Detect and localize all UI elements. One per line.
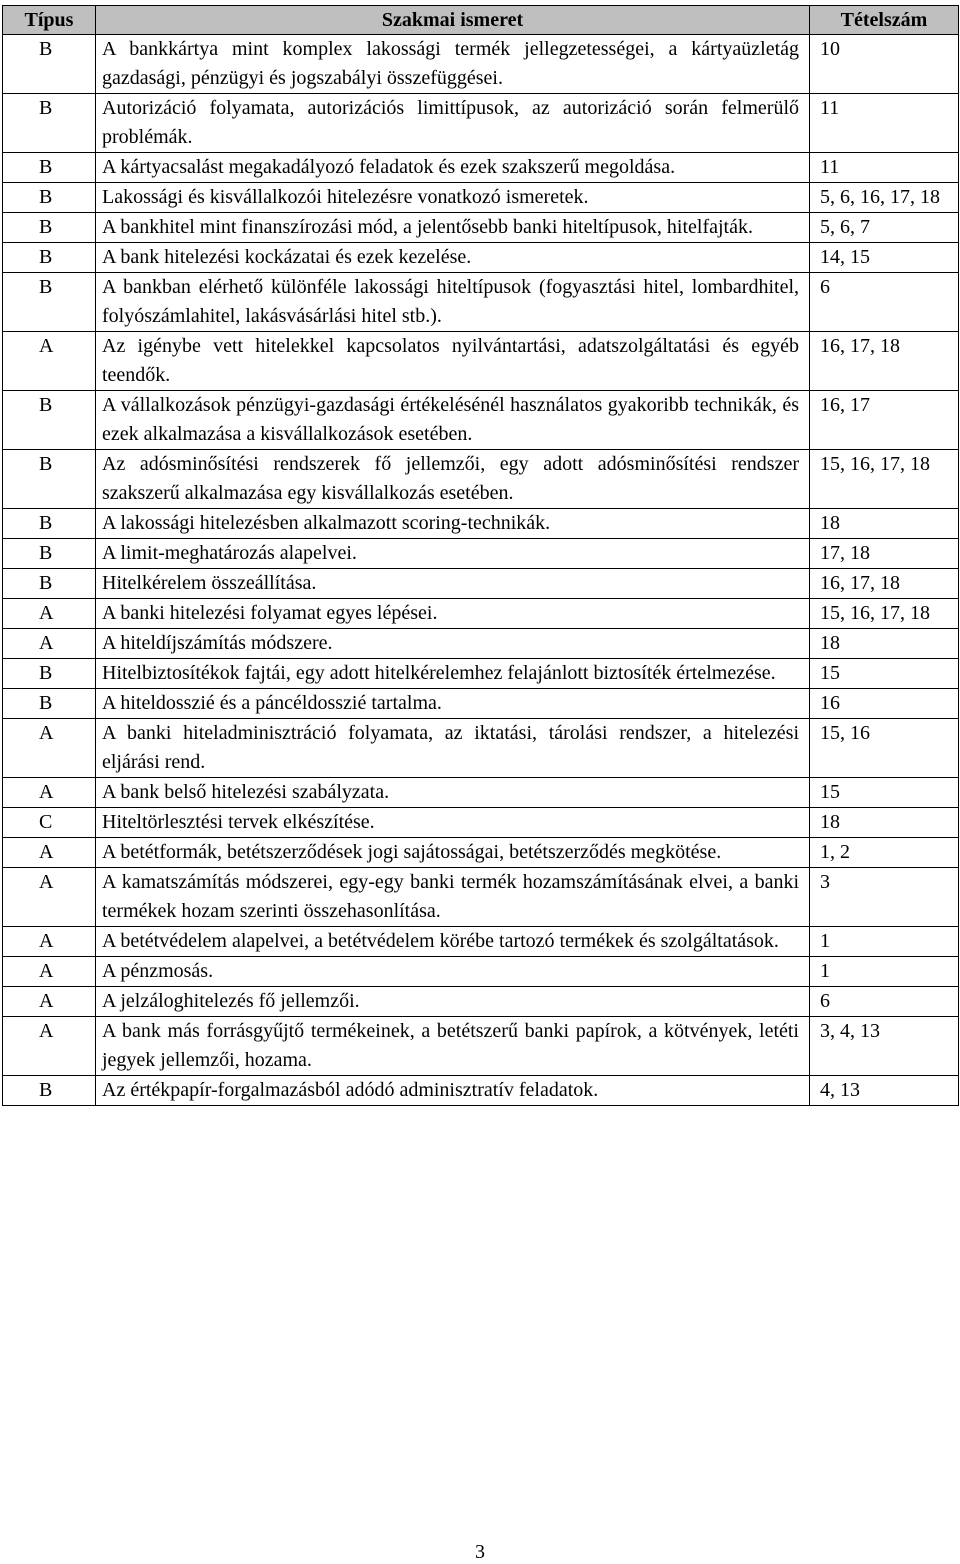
topic-cell: A bank belső hitelezési szabályzata. <box>96 778 810 808</box>
item-number-cell: 16 <box>810 689 959 719</box>
topic-cell: A bank hitelezési kockázatai és ezek kezelése. <box>96 243 810 273</box>
topic-cell: A banki hitelezési folyamat egyes lépései. <box>96 599 810 629</box>
topic-cell: A jelzáloghitelezés fő jellemzői. <box>96 987 810 1017</box>
table-row <box>3 838 959 868</box>
item-number-cell: 14, 15 <box>810 243 959 273</box>
topic-cell: Lakossági és kisvállalkozói hitelezésre vonatkozó ismeretek. <box>96 183 810 213</box>
table-row <box>3 1076 959 1106</box>
table-row <box>3 629 959 659</box>
topic-cell: A hiteldíjszámítás módszere. <box>96 629 810 659</box>
header-row <box>3 6 959 35</box>
item-number-cell: 1 <box>810 927 959 957</box>
type-cell: B <box>3 153 96 183</box>
table-row <box>3 183 959 213</box>
type-cell: A <box>3 957 96 987</box>
topic-cell: A bankhitel mint finanszírozási mód, a jelentősebb banki hiteltípusok, hitelfajták. <box>96 213 810 243</box>
item-number-cell: 17, 18 <box>810 539 959 569</box>
item-number-cell: 5, 6, 16, 17, 18 <box>810 183 959 213</box>
type-cell: B <box>3 569 96 599</box>
topic-cell: A banki hiteladminisztráció folyamata, az iktatási, tárolási rendszer, a hitelezési eljárási rend. <box>96 719 810 778</box>
item-number-cell: 6 <box>810 987 959 1017</box>
type-cell: C <box>3 808 96 838</box>
topic-cell: Autorizáció folyamata, autorizációs limittípusok, az autorizáció során felmerülő problémák. <box>96 94 810 153</box>
topic-cell: Hitelkérelem összeállítása. <box>96 569 810 599</box>
type-cell: B <box>3 450 96 509</box>
table-header <box>3 6 959 35</box>
table-row <box>3 243 959 273</box>
topic-cell: A lakossági hitelezésben alkalmazott scoring-technikák. <box>96 509 810 539</box>
type-cell: B <box>3 273 96 332</box>
type-cell: B <box>3 391 96 450</box>
item-number-cell: 3 <box>810 868 959 927</box>
type-cell: B <box>3 689 96 719</box>
table-row <box>3 957 959 987</box>
type-cell: A <box>3 1017 96 1076</box>
item-number-cell: 1, 2 <box>810 838 959 868</box>
table-row <box>3 94 959 153</box>
topic-cell: A betétvédelem alapelvei, a betétvédelem körébe tartozó termékek és szolgáltatások. <box>96 927 810 957</box>
table-row <box>3 659 959 689</box>
table-row <box>3 868 959 927</box>
type-cell: A <box>3 838 96 868</box>
table-row <box>3 273 959 332</box>
type-cell: A <box>3 332 96 391</box>
type-cell: B <box>3 243 96 273</box>
item-number-cell: 15, 16, 17, 18 <box>810 599 959 629</box>
topic-cell: A betétformák, betétszerződések jogi sajátosságai, betétszerződés megkötése. <box>96 838 810 868</box>
item-number-cell: 16, 17, 18 <box>810 569 959 599</box>
table-row <box>3 213 959 243</box>
type-cell: B <box>3 659 96 689</box>
table-row <box>3 391 959 450</box>
item-number-cell: 4, 13 <box>810 1076 959 1106</box>
type-cell: B <box>3 183 96 213</box>
item-number-cell: 15, 16 <box>810 719 959 778</box>
table-row <box>3 719 959 778</box>
syllabus-table <box>2 5 959 1106</box>
item-number-cell: 16, 17, 18 <box>810 332 959 391</box>
header-type: Típus <box>3 6 96 35</box>
topic-cell: A hiteldosszié és a páncéldosszié tartalma. <box>96 689 810 719</box>
table-row <box>3 509 959 539</box>
type-cell: A <box>3 719 96 778</box>
table-row <box>3 450 959 509</box>
table-body <box>3 35 959 1106</box>
item-number-cell: 11 <box>810 153 959 183</box>
table-row <box>3 808 959 838</box>
item-number-cell: 5, 6, 7 <box>810 213 959 243</box>
type-cell: A <box>3 987 96 1017</box>
table-row <box>3 153 959 183</box>
table-row <box>3 539 959 569</box>
item-number-cell: 1 <box>810 957 959 987</box>
item-number-cell: 18 <box>810 509 959 539</box>
table-row <box>3 927 959 957</box>
table-row <box>3 1017 959 1076</box>
topic-cell: Az értékpapír-forgalmazásból adódó adminisztratív feladatok. <box>96 1076 810 1106</box>
type-cell: A <box>3 629 96 659</box>
topic-cell: A bankkártya mint komplex lakossági termék jellegzetességei, a kártyaüzletág gazdasági, pénzügyi és jogszabályi összefüggései. <box>96 35 810 94</box>
page-number: 3 <box>475 1541 485 1563</box>
item-number-cell: 11 <box>810 94 959 153</box>
topic-cell: A vállalkozások pénzügyi-gazdasági értékelésénél használatos gyakoribb technikák, és ezek alkalmazása a kisvállalkozások esetében. <box>96 391 810 450</box>
type-cell: B <box>3 509 96 539</box>
topic-cell: A limit-meghatározás alapelvei. <box>96 539 810 569</box>
type-cell: B <box>3 35 96 94</box>
item-number-cell: 3, 4, 13 <box>810 1017 959 1076</box>
table-row <box>3 332 959 391</box>
item-number-cell: 15 <box>810 778 959 808</box>
topic-cell: Az adósminősítési rendszerek fő jellemzői, egy adott adósminősítési rendszer szakszerű alkalmazása egy kisvállalkozás esetében. <box>96 450 810 509</box>
item-number-cell: 16, 17 <box>810 391 959 450</box>
table-row <box>3 987 959 1017</box>
table-row <box>3 569 959 599</box>
item-number-cell: 15 <box>810 659 959 689</box>
topic-cell: A kártyacsalást megakadályozó feladatok és ezek szakszerű megoldása. <box>96 153 810 183</box>
type-cell: A <box>3 599 96 629</box>
table-row <box>3 599 959 629</box>
item-number-cell: 18 <box>810 629 959 659</box>
type-cell: B <box>3 1076 96 1106</box>
topic-cell: Hitelbiztosítékok fajtái, egy adott hitelkérelemhez felajánlott biztosíték értelmezése. <box>96 659 810 689</box>
type-cell: A <box>3 927 96 957</box>
topic-cell: A pénzmosás. <box>96 957 810 987</box>
table-row <box>3 689 959 719</box>
topic-cell: A kamatszámítás módszerei, egy-egy banki termék hozamszámításának elvei, a banki termékek hozam szerinti összehasonlítása. <box>96 868 810 927</box>
table-row <box>3 778 959 808</box>
topic-cell: A bank más forrásgyűjtő termékeinek, a betétszerű banki papírok, a kötvények, letéti jegyek jellemzői, hozama. <box>96 1017 810 1076</box>
type-cell: A <box>3 778 96 808</box>
topic-cell: A bankban elérhető különféle lakossági hiteltípusok (fogyasztási hitel, lombardhitel, folyószámlahitel, lakásvásárlási hitel stb.). <box>96 273 810 332</box>
header-item-number: Tételszám <box>810 6 959 35</box>
type-cell: B <box>3 539 96 569</box>
topic-cell: Az igénybe vett hitelekkel kapcsolatos nyilvántartási, adatszolgáltatási és egyéb teendők. <box>96 332 810 391</box>
item-number-cell: 6 <box>810 273 959 332</box>
item-number-cell: 15, 16, 17, 18 <box>810 450 959 509</box>
item-number-cell: 18 <box>810 808 959 838</box>
topic-cell: Hiteltörlesztési tervek elkészítése. <box>96 808 810 838</box>
item-number-cell: 10 <box>810 35 959 94</box>
type-cell: A <box>3 868 96 927</box>
type-cell: B <box>3 94 96 153</box>
table-row <box>3 35 959 94</box>
type-cell: B <box>3 213 96 243</box>
header-topic: Szakmai ismeret <box>96 6 810 35</box>
